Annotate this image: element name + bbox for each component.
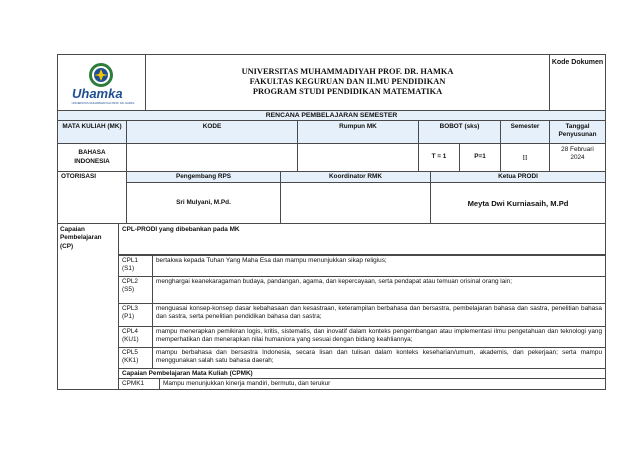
kode-dokumen-label: Kode Dokumen xyxy=(551,59,604,66)
capaian-label-text: Capaian Pembelajaran (CP) xyxy=(60,226,102,250)
course-bobot-t-value: T = 1 xyxy=(431,153,447,161)
faculty-name: FAKULTAS KEGURUAN DAN ILMU PENDIDIKAN xyxy=(249,77,446,86)
logo-subtext: UNIVERSITAS MUHAMMADIYAH PROF. DR. HAMKA xyxy=(71,102,135,105)
course-kode xyxy=(126,143,298,172)
cpl-code: CPL2 (S5) xyxy=(118,276,153,304)
cpmk-code-value: CPMK1 xyxy=(122,380,145,387)
pengembang-name-value: Sri Mulyani, M.Pd. xyxy=(176,198,231,206)
ketua-header-label: Ketua PRODI xyxy=(498,173,538,180)
cpl-code: CPL1 (S1) xyxy=(118,255,153,277)
header-tanggal xyxy=(549,120,606,144)
cpl-text: bertakwa kepada Tuhan Yang Maha Esa dan mampu menunjukkan sikap religius; xyxy=(152,255,606,277)
header-bobot-label: BOBOT (sks) xyxy=(439,123,480,130)
capaian-label xyxy=(57,223,119,390)
course-bobot-p-value: P=1 xyxy=(474,153,486,161)
cpl-code: CPL5 (KK1) xyxy=(118,347,153,369)
cpmk-code xyxy=(118,378,160,390)
ketua-name xyxy=(430,182,606,224)
ketua-name-value: Meyta Dwi Kurniasaih, M.Pd xyxy=(467,198,569,208)
header-semester-label: Semester xyxy=(510,123,540,130)
university-name: UNIVERSITAS MUHAMMADIYAH PROF. DR. HAMKA xyxy=(241,67,454,76)
institution-cell xyxy=(145,54,550,111)
header-kode xyxy=(126,120,298,144)
cpl-code: CPL4 (KU1) xyxy=(118,326,153,348)
cpl-header-label: CPL-PRODI yang dibebankan pada MK xyxy=(122,226,240,233)
cpl-text: mampu menerapkan pemikiran logis, kritis, sistematis, dan inovatif dalam konteks pengembangan atau implementasi ilmu pengetahuan dan teknologi yang memperhatikan dan menerapkan nilai humaniora yang sesuai dengan bidang keahliannya; xyxy=(152,326,606,348)
cpmk-text-value: Mampu menunjukkan kinerja mandiri, bermutu, dan terukur xyxy=(163,380,331,387)
cpl-header xyxy=(118,223,606,255)
cpl-code: CPL3 (P1) xyxy=(118,303,153,327)
otorisasi-label xyxy=(57,171,127,224)
pengembang-name xyxy=(126,182,281,224)
document-title: RENCANA PEMBELAJARAN SEMESTER xyxy=(57,110,606,121)
header-semester xyxy=(500,120,550,144)
course-bobot-p xyxy=(459,143,501,172)
pengembang-header-label: Pengembang RPS xyxy=(175,173,232,180)
logo-cell xyxy=(57,54,146,111)
course-rumpun xyxy=(297,143,419,172)
header-kode-label: KODE xyxy=(202,123,222,130)
course-name-value: BAHASA INDONESIA xyxy=(74,149,110,165)
header-rumpun xyxy=(297,120,419,144)
header-tanggal-label: Tanggal Penyusunan xyxy=(558,123,597,139)
koordinator-name xyxy=(280,182,431,224)
cpmk-header-label: Capaian Pembelajaran Mata Kuliah (CPMK) xyxy=(122,370,253,377)
uhamka-logo-emblem xyxy=(88,62,114,88)
cpl-text: menguasai konsep-konsep dasar kebahasaan dan kesastraan, keterampilan berbahasa dan bersastra, pembelajaran bahasa dan sastra, penelitian bahasa dan sastra, serta penelitian pendidikan bahasa dan sastra; xyxy=(152,303,606,327)
header-mata-kuliah-label: MATA KULIAH (MK) xyxy=(62,123,122,130)
course-tanggal xyxy=(549,143,606,172)
course-bobot-t xyxy=(418,143,460,172)
otorisasi-label-text: OTORISASI xyxy=(61,173,97,180)
course-name xyxy=(57,143,127,172)
kode-dokumen-cell xyxy=(549,54,606,111)
program-name: PROGRAM STUDI PENDIDIKAN MATEMATIKA xyxy=(252,87,443,96)
cpmk-text xyxy=(159,378,606,390)
header-bobot xyxy=(418,120,501,144)
header-mata-kuliah xyxy=(57,120,127,144)
course-semester-value: II xyxy=(522,153,528,162)
cpl-text: mampu berbahasa dan bersastra Indonesia, secara lisan dan tulisan dalam konteks keseharian/umum, akademis, dan pekerjaan; serta mampu menggunakan salah satu bahasa daerah; xyxy=(152,347,606,369)
koordinator-header-label: Koordinator RMK xyxy=(329,173,382,180)
course-tanggal-value: 28 Februari 2024 xyxy=(561,146,594,162)
header-rumpun-label: Rumpun MK xyxy=(339,123,377,130)
course-semester xyxy=(500,143,550,172)
logo-text: Uhamka xyxy=(72,86,123,101)
cpl-text: menghargai keanekaragaman budaya, pandangan, agama, dan kepercayaan, serta pendapat atau temuan orisinal orang lain; xyxy=(152,276,606,304)
